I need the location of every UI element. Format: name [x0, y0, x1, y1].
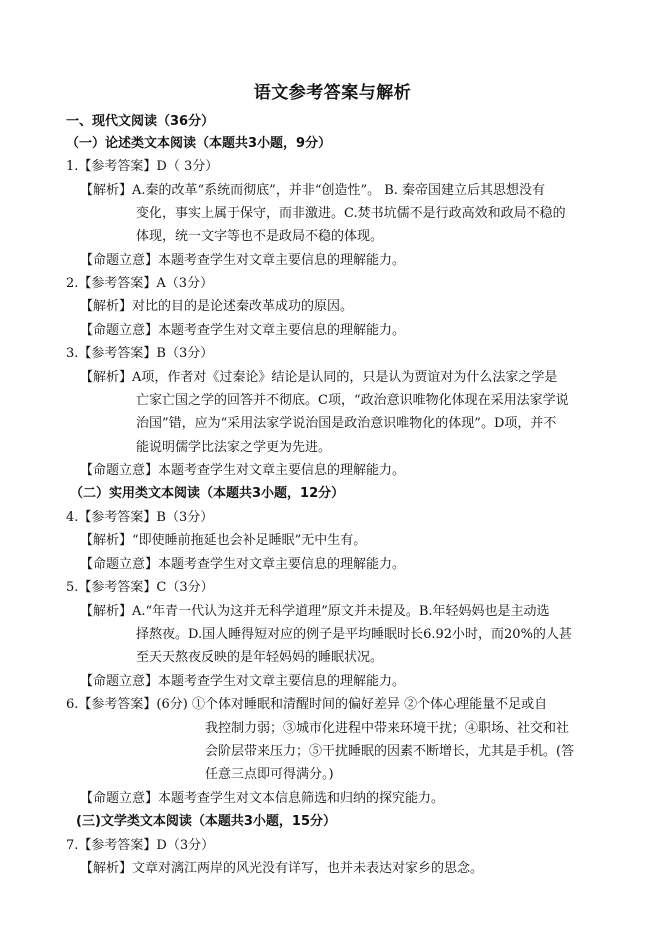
subsection-heading-argumentative: （一）论述类文本阅读（本题共3小题，9分） — [66, 136, 332, 151]
answer-q6-line2: 我控制力弱；③城市化进程中带来环境干扰；④职场、社交和社 — [205, 721, 570, 736]
subsection-heading-literary: (三)文学类文本阅读（本题共3小题，15分） — [76, 814, 337, 829]
intent-q4: 【命题立意】本题考查学生对文章主要信息的理解能力。 — [80, 557, 406, 572]
analysis-q2-line1: 【解析】对比的目的是论述秦改革成功的原因。 — [80, 299, 354, 314]
intent-q2: 【命题立意】本题考查学生对文章主要信息的理解能力。 — [80, 323, 406, 338]
analysis-q3-line4: 能说明儒学比法家之学更为先进。 — [136, 440, 332, 455]
answer-q6-line1: 6.【参考答案】(6分) ①个体对睡眠和清醒时间的偏好差异 ②个体心理能量不足或自 — [66, 697, 548, 712]
intent-q5: 【命题立意】本题考查学生对文章主要信息的理解能力。 — [80, 674, 406, 689]
analysis-q1-line2: 变化，事实上属于保守，而非激进。C.焚书坑儒不是行政高效和政局不稳的 — [136, 206, 566, 221]
answer-q2: 2.【参考答案】A（3分） — [66, 276, 214, 291]
page-title: 语文参考答案与解析 — [253, 83, 412, 103]
intent-q1: 【命题立意】本题考查学生对文章主要信息的理解能力。 — [80, 253, 406, 268]
analysis-q1-line1: 【解析】A.秦的改革“系统而彻底”，并非“创造性”。 B. 秦帝国建立后其思想没有 — [80, 183, 546, 198]
analysis-q3-line2: 亡家亡国之学的回答并不彻底。C项，“政治意识唯物化体现在采用法家学说 — [136, 393, 569, 408]
answer-q1: 1.【参考答案】D（ 3分） — [66, 159, 219, 174]
section-heading-modern-reading: 一、现代文阅读（36分） — [66, 114, 215, 129]
subsection-heading-practical: （二）实用类文本阅读（本题共3小题，12分） — [70, 486, 345, 501]
intent-q3: 【命题立意】本题考查学生对文章主要信息的理解能力。 — [80, 463, 406, 478]
answer-q6-line4: 任意三点即可得满分。) — [205, 767, 334, 782]
analysis-q3-line3: 治国”错，应为“采用法家学说治国是政治意识唯物化的体现”。D项，并不 — [136, 416, 557, 431]
analysis-q3-line1: 【解析】A项，作者对《过秦论》结论是认同的，只是认为贾谊对为什么法家之学是 — [80, 370, 558, 385]
analysis-q5-line1: 【解析】A.“年青一代认为这并无科学道理”原文并未提及。B.年轻妈妈也是主动选 — [80, 604, 550, 619]
answer-q7: 7.【参考答案】D（3分） — [66, 838, 215, 853]
answer-q3: 3.【参考答案】B（3分） — [66, 346, 214, 361]
analysis-q7-line1: 【解析】文章对漓江两岸的风光没有详写，也并未表达对家乡的思念。 — [80, 861, 484, 876]
analysis-q1-line3: 体现，统一文字等也不是政局不稳的体现。 — [136, 229, 384, 244]
intent-q6: 【命题立意】本题考查学生对文本信息筛选和归纳的探究能力。 — [80, 791, 445, 806]
analysis-q5-line3: 至天天熬夜反映的是年轻妈妈的睡眠状况。 — [136, 650, 384, 665]
analysis-q4-line1: 【解析】“即使睡前拖延也会补足睡眠”无中生有。 — [80, 533, 367, 548]
analysis-q5-line2: 择熬夜。D.国人睡得短对应的例子是平均睡眠时长6.92小时，而20%的人甚 — [136, 627, 572, 642]
answer-q4: 4.【参考答案】B（3分） — [66, 510, 214, 525]
answer-q6-line3: 会阶层带来压力；⑤干扰睡眠的因素不断增长，尤其是手机。(答 — [205, 744, 575, 759]
answer-q5: 5.【参考答案】C（3分） — [66, 580, 214, 595]
